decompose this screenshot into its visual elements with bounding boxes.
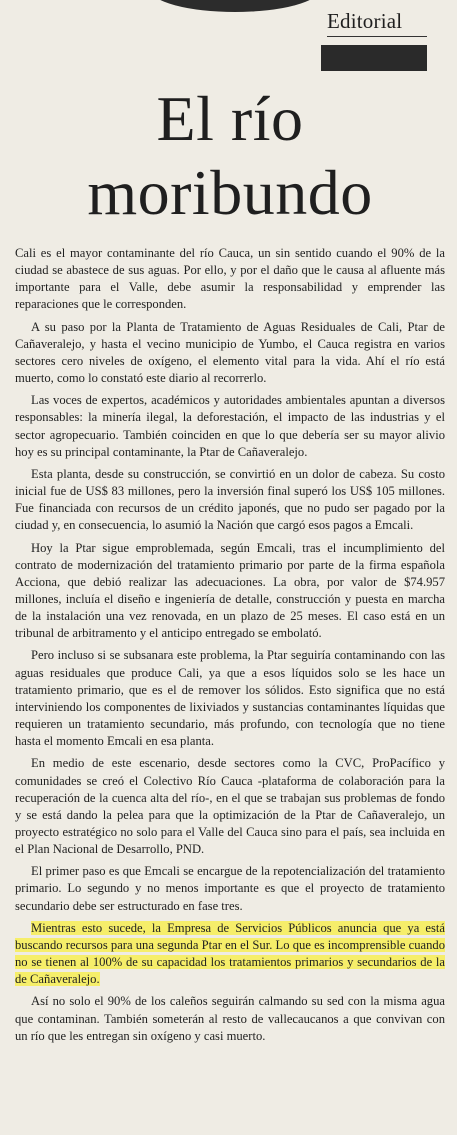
paragraph-8: El primer paso es que Emcali se encargue de la repotencialización del tratamiento primario. Lo segundo y no menos importante es que el proyecto de tratamiento secundario debe ser estructurado en fase tres. [15,864,445,913]
paragraph-3: Las voces de expertos, académicos y autoridades ambientales apuntan a diversos responsables: la minería ilegal, la deforestación, el impacto de las industrias y el sector agropecuario. También coinciden en que lo que debería ser su mayor alivio hoy es su principal contaminante, la Ptar de Cañaveralejo. [15,393,445,459]
highlighted-text: Mientras esto sucede, la Empresa de Servicios Públicos anuncia que ya está buscando recursos para una segunda Ptar en el Sur. Lo que es incomprensible cuando no se tienen al 100% de su capacidad los tratamientos primarios y secundarios de la de Cañaveralejo. [15,920,445,987]
paragraph-7: En medio de este escenario, desde sectores como la CVC, ProPacífico y comunidades se creó el Colectivo Río Cauca -plataforma de colaboración para la recuperación de la cuenca alta del río-, en el que se trabajan sus problemas de fondo y se está dando la pelea para que la optimización de la Ptar de Cañaveralejo, un proyecto estratégico no solo para el Valle del Cauca sino para el país, sea incluida en el Plan Nacional de Desarrollo, PND. [15,756,445,857]
decorative-arc [150,0,320,12]
article-body [15,245,445,1050]
headline: El río moribundo [87,83,373,228]
paragraph-4: Esta planta, desde su construcción, se convirtió en un dolor de cabeza. Su costo inicial fue de US$ 83 millones, pero la inversión final superó los US$ 105 millones. Fue financiada con recursos de un crédito japonés, que no pudo ser pagado por la ciudad y, en consecuencia, lo asumió la Nación que cargó esos pagos a Emcali. [15,466,445,533]
paragraph-9-highlighted [15,920,445,989]
section-block [321,45,427,71]
paragraph-2: A su paso por la Planta de Tratamiento de Aguas Residuales de Cali, Ptar de Cañaveralejo, y hasta el vecino municipio de Yumbo, el Cauca registra en varios sectores cero niveles de oxígeno, el elemento vital para la vida. Ahí el río está muerto, como lo constató este diario al recorrerlo. [15,319,445,386]
paragraph-5: Hoy la Ptar sigue emproblemada, según Emcali, tras el incumplimiento del contrato de modernización del tratamiento primario por parte de la firma española Acciona, que debió realizar las adecuaciones. La obra, por valor de $74.957 millones, incluía el diseño e ingeniería de detalle, construcción y puesta en marcha de la instalación una vez renovada, en un plazo de 25 meses. El caso está en un tribunal de arbitramento y el anticipo entregado se embolató. [15,540,445,641]
paragraph-1: Cali es el mayor contaminante del río Cauca, un sin sentido cuando el 90% de la ciudad se abastece de sus aguas. Por ello, y por el daño que le causa al afluente más importante para el Valle, debe asumir la responsabilidad y emprender las reparaciones que le corresponden. [15,246,445,312]
section-rule [327,36,427,37]
paragraph-10: Así no solo el 90% de los caleños seguirán calmando su sed con la misma agua que contaminan. También someterán al resto de vallecaucanos a que convivan con un río que les entregan sin oxígeno y casi muerto. [15,994,445,1043]
paragraph-6: Pero incluso si se subsanara este problema, la Ptar seguiría contaminando con las aguas residuales que produce Cali, ya que a esos líquidos solo se les hace un tratamiento primario, que es el de remover los sólidos. Esto significa que no está interviniendo los componentes de lixiviados y sustancias contaminantes líquidas que requieren un tratamiento secundario, más profundo, con tecnología que no tiene hasta el momento Emcali en esa planta. [15,648,445,749]
section-label: Editorial [327,9,403,33]
